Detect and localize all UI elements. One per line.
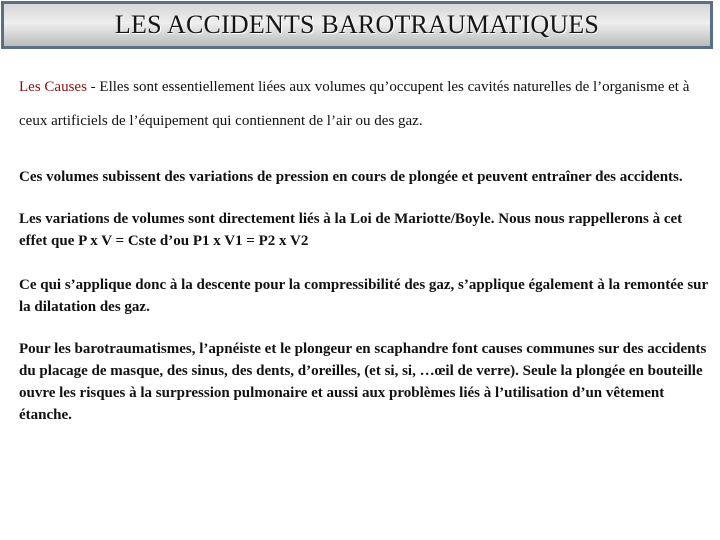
slide-body [19, 70, 709, 426]
intro-paragraph [19, 70, 709, 138]
paragraph-barotraumatisms: Pour les barotraumatismes, l’apnéiste et le plongeur en scaphandre font causes communes sur des accidents du placage de masque, des sinus, des dents, d’oreilles, (et si, si, …œil de verre). Seule la plongée en bouteille ouvre les risques à la surpression pulmonaire et aussi aux problèmes liés à l’utilisation d’un vêtement étanche. [19, 341, 707, 423]
causes-label: Les Causes [19, 79, 87, 95]
title-banner [1, 1, 713, 49]
intro-text: - Elles sont essentiellement liées aux volumes qu’occupent les cavités naturelles de l’organisme et à ceux artificiels de l’équipement qui contiennent de l’air ou des gaz. [19, 79, 690, 129]
paragraph-pressure-variations: Ces volumes subissent des variations de pression en cours de plongée et peuvent entraîner des accidents. [19, 169, 683, 185]
slide-title: LES ACCIDENTS BAROTRAUMATIQUES [114, 10, 600, 39]
paragraph-mariotte-law: Les variations de volumes sont directement liés à la Loi de Mariotte/Boyle. Nous nous rappellerons à cet effet que P x V = Cste d’ou P1 x V1 = P2 x V2 [19, 211, 683, 249]
paragraph-compressibility: Ce qui s’applique donc à la descente pour la compressibilité des gaz, s’applique également à la remontée sur la dilatation des gaz. [19, 277, 708, 315]
